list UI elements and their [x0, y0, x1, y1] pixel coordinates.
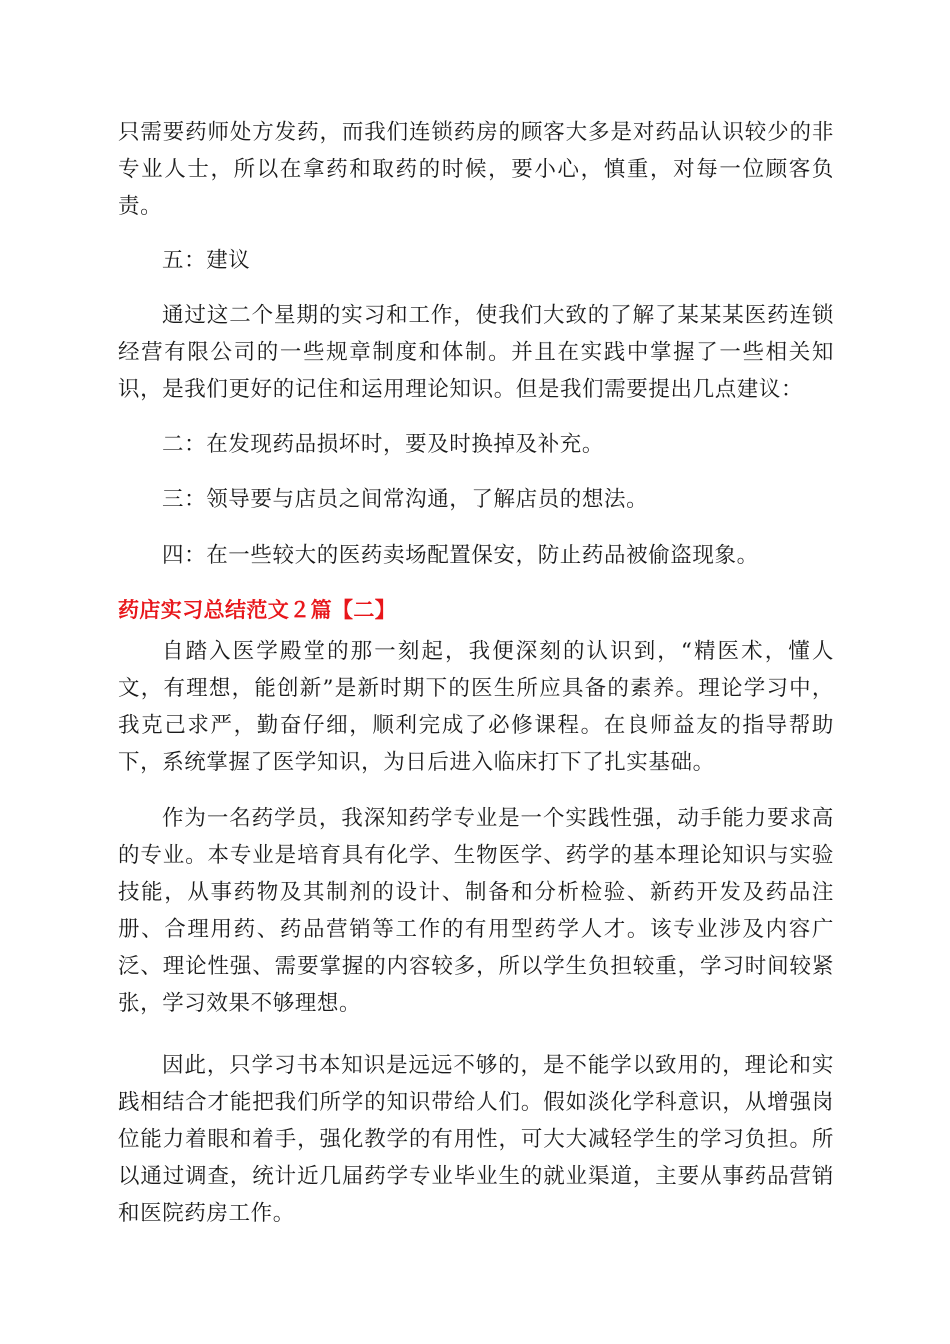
section-heading: 药店实习总结范文２篇【二】 [118, 598, 397, 622]
suggestion-four: 四：在一些较大的医药卖场配置保安，防止药品被偷盗现象。 [162, 543, 759, 568]
suggestion-two: 二：在发现药品损坏时，要及时换掉及补充。 [162, 432, 605, 457]
paragraph-intro: 自踏入医学殿堂的那一刻起，我便深刻的认识到，“精医术，懂人文，有理想，能创新”是新时期下的医生所应具备的素养。理论学习中，我克己求严，勤奋仔细，顺利完成了必修课程。在良师益友的指导帮助下，系统掌握了医学知识，为日后进入临床打下了扎实基础。 [118, 639, 834, 775]
paragraph-summary: 通过这二个星期的实习和工作，使我们大致的了解了某某某医药连锁经营有限公司的一些规章制度和体制。并且在实践中掌握了一些相关知识，是我们更好的记住和运用理论知识。但是我们需要提出几点建议： [118, 303, 834, 402]
paragraph-major: 作为一名药学员，我深知药学专业是一个实践性强，动手能力要求高的专业。本专业是培育具有化学、生物医学、药学的基本理论知识与实验技能，从事药物及其制剂的设计、制备和分析检验、新药开发及药品注册、合理用药、药品营销等工作的有用型药学人才。该专业涉及内容广泛、理论性强、需要掌握的内容较多，所以学生负担较重，学习时间较紧张，学习效果不够理想。 [118, 806, 834, 1016]
paragraph-conclusion: 因此，只学习书本知识是远远不够的，是不能学以致用的，理论和实践相结合才能把我们所学的知识带给人们。假如淡化学科意识，从增强岗位能力着眼和着手，强化教学的有用性，可大大减轻学生的学习负担。所以通过调查，统计近几届药学专业毕业生的就业渠道，主要从事药品营销和医院药房工作。 [118, 1053, 834, 1226]
section-five-title: 五：建议 [162, 248, 251, 273]
paragraph-continued: 只需要药师处方发药，而我们连锁药房的顾客大多是对药品认识较少的非专业人士，所以在拿药和取药的时候，要小心，慎重，对每一位顾客负责。 [118, 120, 834, 219]
suggestion-three: 三：领导要与店员之间常沟通，了解店员的想法。 [162, 487, 649, 512]
